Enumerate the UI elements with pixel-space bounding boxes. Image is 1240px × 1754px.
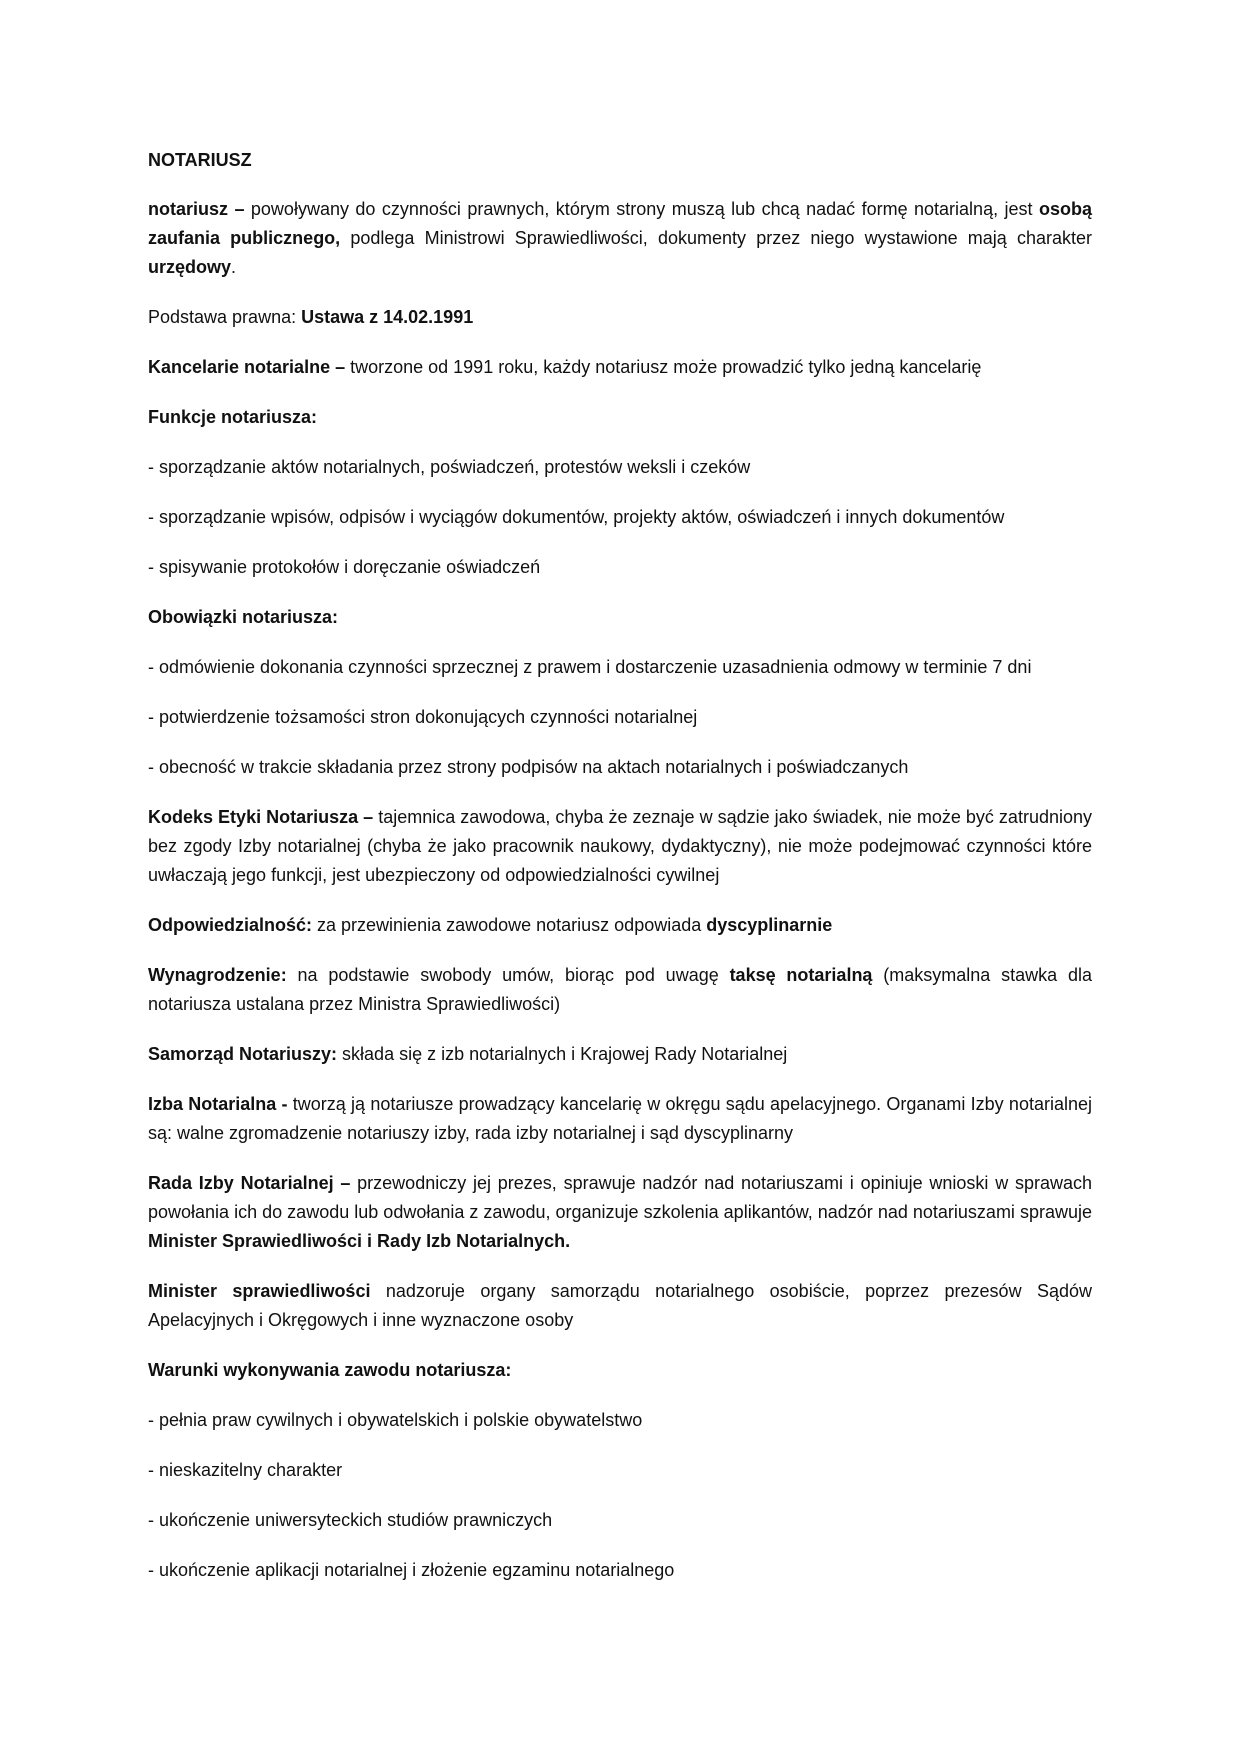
document-page [148, 146, 1092, 1606]
document-title: NOTARIUSZ [148, 150, 252, 170]
list-item: - sporządzanie wpisów, odpisów i wyciągów dokumentów, projekty aktów, oświadczeń i innych dokumentów [148, 507, 1005, 527]
definition-term: notariusz – [148, 199, 245, 219]
offices-paragraph: Kancelarie notarialne – tworzone od 1991 roku, każdy notariusz może prowadzić tylko jedną kancelarię [148, 357, 982, 377]
council-paragraph: Rada Izby Notarialnej – przewodniczy jej prezes, sprawuje nadzór nad notariuszami i opiniuje wnioski w sprawach powołania ich do zawodu lub odwołania z zawodu, organizuje szkolenia aplikantów, nadzór nad notariuszami sprawuje Minister Sprawiedliwości i Rady Izb Notarialnych. [148, 1173, 1093, 1251]
self-government-paragraph: Samorząd Notariuszy: składa się z izb notarialnych i Krajowej Rady Notarialnej [148, 1044, 788, 1064]
liability-paragraph: Odpowiedzialność: za przewinienia zawodowe notariusz odpowiada dyscyplinarnie [148, 915, 833, 935]
duties-heading: Obowiązki notariusza: [148, 607, 339, 627]
remuneration-paragraph: Wynagrodzenie: na podstawie swobody umów, biorąc pod uwagę taksę notarialną (maksymalna stawka dla notariusza ustalana przez Ministra Sprawiedliwości) [148, 965, 1093, 1014]
list-item: - odmówienie dokonania czynności sprzecznej z prawem i dostarczenie uzasadnienia odmowy w terminie 7 dni [148, 657, 1032, 677]
minister-paragraph: Minister sprawiedliwości nadzoruje organy samorządu notarialnego osobiście, poprzez prezesów Sądów Apelacyjnych i Okręgowych i inne wyznaczone osoby [148, 1281, 1092, 1330]
list-item: - pełnia praw cywilnych i obywatelskich i polskie obywatelstwo [148, 1410, 643, 1430]
chamber-paragraph: Izba Notarialna - tworzą ją notariusze prowadzący kancelarię w okręgu sądu apelacyjnego. Organami Izby notarialnej są: walne zgromadzenie notariuszy izby, rada izby notarialnej i sąd dyscyplinarny [148, 1094, 1092, 1143]
list-item: - ukończenie uniwersyteckich studiów prawniczych [148, 1510, 553, 1530]
list-item: - obecność w trakcie składania przez strony podpisów na aktach notarialnych i poświadczanych [148, 757, 909, 777]
list-item: - nieskazitelny charakter [148, 1460, 343, 1480]
legal-basis-paragraph: Podstawa prawna: Ustawa z 14.02.1991 [148, 307, 474, 327]
conditions-heading: Warunki wykonywania zawodu notariusza: [148, 1360, 512, 1380]
functions-heading: Funkcje notariusza: [148, 407, 318, 427]
definition-paragraph: notariusz – powoływany do czynności prawnych, którym strony muszą lub chcą nadać formę notarialną, jest osobą zaufania publicznego, podlega Ministrowi Sprawiedliwości, dokumenty przez niego wystawione mają charakter urzędowy. [148, 199, 1093, 277]
list-item: - ukończenie aplikacji notarialnej i złożenie egzaminu notarialnego [148, 1560, 675, 1580]
list-item: - potwierdzenie tożsamości stron dokonujących czynności notarialnej [148, 707, 698, 727]
list-item: - sporządzanie aktów notarialnych, poświadczeń, protestów weksli i czeków [148, 457, 751, 477]
ethics-paragraph: Kodeks Etyki Notariusza – tajemnica zawodowa, chyba że zeznaje w sądzie jako świadek, nie może być zatrudniony bez zgody Izby notarialnej (chyba że jako pracownik naukowy, dydaktyczny), nie może podejmować czynności które uwłaczają jego funkcji, jest ubezpieczony od odpowiedzialności cywilnej [148, 807, 1092, 885]
list-item: - spisywanie protokołów i doręczanie oświadczeń [148, 557, 541, 577]
